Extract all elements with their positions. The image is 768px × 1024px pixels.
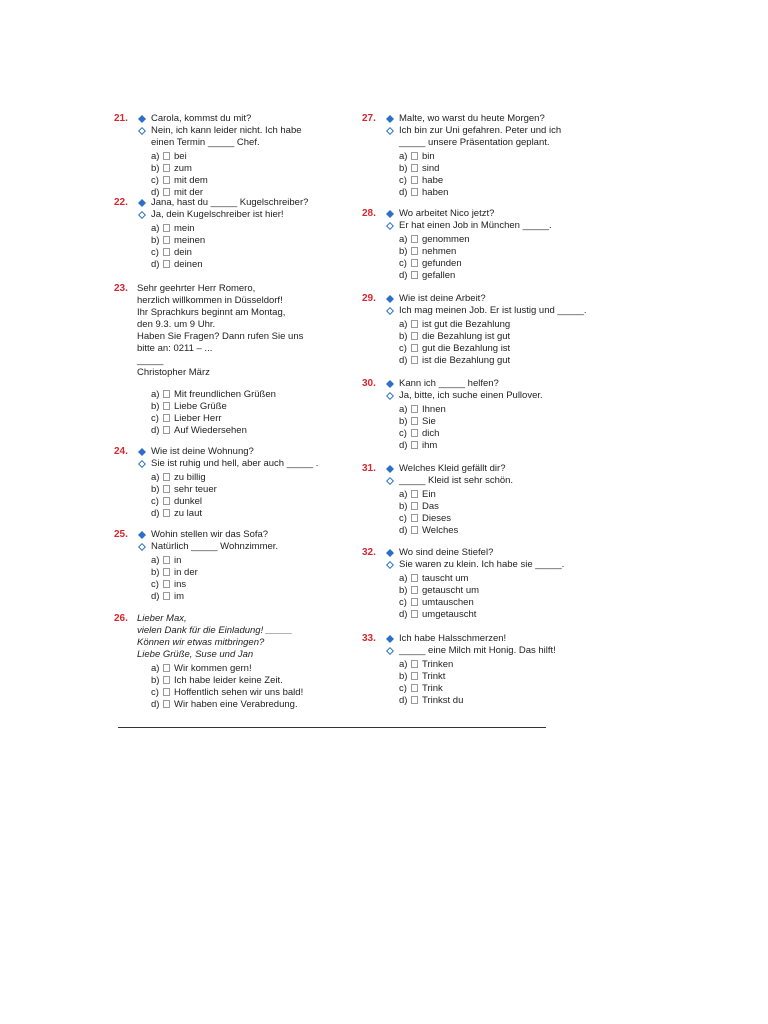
- answer-option[interactable]: a) Ihnen: [399, 404, 446, 415]
- checkbox[interactable]: [163, 485, 170, 493]
- answer-option[interactable]: c) gut die Bezahlung ist: [399, 343, 511, 354]
- checkbox[interactable]: [411, 441, 418, 449]
- checkbox[interactable]: [163, 473, 170, 481]
- question-prompt: Wie ist deine Arbeit?: [399, 293, 486, 304]
- checkbox[interactable]: [411, 152, 418, 160]
- question-number: 27.: [362, 113, 376, 124]
- outline-diamond-icon: [385, 390, 395, 402]
- answer-options: [137, 472, 354, 520]
- answer-option[interactable]: c) Hoffentlich sehen wir uns bald!: [151, 687, 304, 698]
- question-prompt: Malte, wo warst du heute Morgen?: [399, 113, 545, 124]
- answer-option[interactable]: d) umgetauscht: [399, 609, 477, 620]
- filled-diamond-icon: [385, 208, 395, 220]
- question-response: Ja, bitte, ich suche einen Pullover.: [399, 390, 543, 401]
- question-response: _____ eine Milch mit Honig. Das hilft!: [399, 645, 556, 656]
- filled-diamond-icon: [137, 529, 147, 541]
- outline-diamond-icon: [385, 125, 395, 137]
- question-response: Natürlich _____ Wohnzimmer.: [151, 541, 279, 552]
- answer-option[interactable]: b) sind: [399, 163, 440, 174]
- answer-option[interactable]: a) zu billig: [151, 472, 206, 483]
- answer-option[interactable]: d) im: [151, 591, 185, 602]
- letter-blank: _____: [137, 355, 164, 366]
- question-22: [114, 197, 354, 283]
- checkbox[interactable]: [163, 426, 170, 434]
- question-prompt: Ich habe Halsschmerzen!: [399, 633, 507, 644]
- filled-diamond-icon: [385, 378, 395, 390]
- checkbox[interactable]: [411, 164, 418, 172]
- outline-diamond-icon: [137, 541, 147, 553]
- checkbox[interactable]: [163, 152, 170, 160]
- answer-option[interactable]: d) Wir haben eine Verabredung.: [151, 699, 298, 710]
- checkbox[interactable]: [411, 188, 418, 196]
- answer-option[interactable]: c) dein: [151, 247, 192, 258]
- answer-options: [137, 389, 354, 437]
- question-response: Ich bin zur Uni gefahren. Peter und ich: [399, 125, 562, 136]
- checkbox[interactable]: [411, 271, 418, 279]
- question-27: [362, 113, 602, 208]
- question-33: [362, 633, 602, 717]
- checkbox[interactable]: [411, 684, 418, 692]
- checkbox[interactable]: [163, 414, 170, 422]
- answer-option[interactable]: c) umtauschen: [399, 597, 474, 608]
- checkbox[interactable]: [411, 417, 418, 425]
- checkbox[interactable]: [163, 592, 170, 600]
- question-response: Ich mag meinen Job. Er ist lustig und _____.: [399, 305, 587, 316]
- question-25: [114, 529, 354, 613]
- answer-option[interactable]: a) mein: [151, 223, 195, 234]
- question-32: [362, 547, 602, 633]
- answer-option[interactable]: d) gefallen: [399, 270, 456, 281]
- checkbox[interactable]: [411, 344, 418, 352]
- checkbox[interactable]: [163, 509, 170, 517]
- checkbox[interactable]: [163, 580, 170, 588]
- answer-options: [137, 555, 354, 603]
- answer-options: [385, 489, 602, 537]
- letter-line: Haben Sie Fragen? Dann rufen Sie uns: [137, 331, 304, 342]
- letter-line: den 9.3. um 9 Uhr.: [137, 319, 216, 330]
- answer-option[interactable]: b) Trinkt: [399, 671, 446, 682]
- filled-diamond-icon: [385, 113, 395, 125]
- answer-option[interactable]: c) dich: [399, 428, 440, 439]
- checkbox[interactable]: [411, 176, 418, 184]
- answer-option[interactable]: b) Ich habe leider keine Zeit.: [151, 675, 283, 686]
- checkbox[interactable]: [163, 164, 170, 172]
- question-response: Nein, ich kann leider nicht. Ich habe: [151, 125, 302, 136]
- question-30: [362, 378, 602, 463]
- filled-diamond-icon: [137, 446, 147, 458]
- letter-line: Sehr geehrter Herr Romero,: [137, 283, 256, 294]
- answer-option[interactable]: d) Trinkst du: [399, 695, 464, 706]
- answer-option[interactable]: d) ihm: [399, 440, 438, 451]
- answer-option[interactable]: a) Trinken: [399, 659, 454, 670]
- checkbox[interactable]: [411, 490, 418, 498]
- outline-diamond-icon: [385, 559, 395, 571]
- question-response: Er hat einen Job in München _____.: [399, 220, 552, 231]
- question-21: [114, 113, 354, 197]
- filled-diamond-icon: [137, 197, 147, 209]
- answer-options: [385, 151, 602, 199]
- outline-diamond-icon: [385, 475, 395, 487]
- letter-line: bitte an: 0211 – ...: [137, 343, 213, 354]
- letter-line: Liebe Grüße, Suse und Jan: [137, 649, 254, 660]
- checkbox[interactable]: [163, 676, 170, 684]
- checkbox[interactable]: [163, 390, 170, 398]
- checkbox[interactable]: [163, 260, 170, 268]
- question-number: 23.: [114, 283, 128, 294]
- answer-option[interactable]: d) mit der: [151, 187, 204, 198]
- answer-option[interactable]: c) mit dem: [151, 175, 208, 186]
- question-prompt: Wo sind deine Stiefel?: [399, 547, 494, 558]
- answer-option[interactable]: a) Ein: [399, 489, 436, 500]
- question-prompt: Welches Kleid gefällt dir?: [399, 463, 506, 474]
- question-response-continued: einen Termin _____ Chef.: [151, 137, 260, 148]
- answer-option[interactable]: b) Das: [399, 501, 439, 512]
- question-number: 22.: [114, 197, 128, 208]
- filled-diamond-icon: [137, 113, 147, 125]
- answer-option[interactable]: b) getauscht um: [399, 585, 480, 596]
- answer-options: [137, 223, 354, 271]
- checkbox[interactable]: [411, 514, 418, 522]
- answer-option[interactable]: d) Welches: [399, 525, 459, 536]
- left-column: [114, 113, 354, 713]
- outline-diamond-icon: [385, 305, 395, 317]
- question-prompt: Kann ich _____ helfen?: [399, 378, 499, 389]
- answer-option[interactable]: d) deinen: [151, 259, 203, 270]
- answer-option[interactable]: c) dunkel: [151, 496, 202, 507]
- letter-line: herzlich willkommen in Düsseldorf!: [137, 295, 283, 306]
- question-number: 29.: [362, 293, 376, 304]
- answer-option[interactable]: c) Trink: [399, 683, 443, 694]
- answer-option[interactable]: c) Lieber Herr: [151, 413, 222, 424]
- question-response: _____ Kleid ist sehr schön.: [399, 475, 514, 486]
- answer-options: [385, 319, 602, 367]
- checkbox[interactable]: [163, 664, 170, 672]
- checkbox[interactable]: [411, 405, 418, 413]
- answer-option[interactable]: c) gefunden: [399, 258, 462, 269]
- question-number: 30.: [362, 378, 376, 389]
- question-23: [114, 283, 354, 446]
- question-response: Ja, dein Kugelschreiber ist hier!: [151, 209, 284, 220]
- question-24: [114, 446, 354, 529]
- answer-option[interactable]: a) ist gut die Bezahlung: [399, 319, 511, 330]
- checkbox[interactable]: [411, 502, 418, 510]
- checkbox[interactable]: [163, 402, 170, 410]
- question-31: [362, 463, 602, 547]
- question-prompt: Wie ist deine Wohnung?: [151, 446, 254, 457]
- answer-options: [385, 573, 602, 621]
- checkbox[interactable]: [163, 236, 170, 244]
- answer-option[interactable]: c) ins: [151, 579, 187, 590]
- checkbox[interactable]: [411, 660, 418, 668]
- letter-line: Ihr Sprachkurs beginnt am Montag,: [137, 307, 286, 318]
- outline-diamond-icon: [137, 209, 147, 221]
- filled-diamond-icon: [385, 633, 395, 645]
- answer-option[interactable]: b) sehr teuer: [151, 484, 217, 495]
- checkbox[interactable]: [411, 247, 418, 255]
- answer-option[interactable]: d) ist die Bezahlung gut: [399, 355, 511, 366]
- answer-option[interactable]: b) meinen: [151, 235, 206, 246]
- outline-diamond-icon: [385, 220, 395, 232]
- checkbox[interactable]: [163, 188, 170, 196]
- answer-option[interactable]: a) tauscht um: [399, 573, 469, 584]
- letter-line: vielen Dank für die Einladung! _____: [137, 625, 293, 636]
- checkbox[interactable]: [411, 356, 418, 364]
- letter-line: Lieber Max,: [137, 613, 187, 624]
- answer-option[interactable]: a) in: [151, 555, 182, 566]
- answer-option[interactable]: b) zum: [151, 163, 192, 174]
- letter-signature: Christopher März: [137, 367, 210, 378]
- checkbox[interactable]: [411, 429, 418, 437]
- answer-option[interactable]: c) habe: [399, 175, 444, 186]
- filled-diamond-icon: [385, 463, 395, 475]
- answer-options: [385, 404, 602, 452]
- outline-diamond-icon: [137, 458, 147, 470]
- checkbox[interactable]: [411, 672, 418, 680]
- question-29: [362, 293, 602, 378]
- question-prompt: Wohin stellen wir das Sofa?: [151, 529, 269, 540]
- checkbox[interactable]: [163, 176, 170, 184]
- checkbox[interactable]: [411, 598, 418, 606]
- checkbox[interactable]: [163, 700, 170, 708]
- answer-option[interactable]: b) nehmen: [399, 246, 457, 257]
- question-number: 32.: [362, 547, 376, 558]
- answer-option[interactable]: a) bin: [399, 151, 435, 162]
- checkbox[interactable]: [163, 224, 170, 232]
- answer-option[interactable]: b) in der: [151, 567, 198, 578]
- filled-diamond-icon: [385, 547, 395, 559]
- checkbox[interactable]: [163, 556, 170, 564]
- answer-option[interactable]: d) haben: [399, 187, 449, 198]
- checkbox[interactable]: [411, 235, 418, 243]
- checkbox[interactable]: [411, 586, 418, 594]
- checkbox[interactable]: [163, 688, 170, 696]
- question-26: [114, 613, 354, 713]
- right-column: [362, 113, 602, 717]
- page-bottom-rule: [118, 727, 546, 728]
- checkbox[interactable]: [163, 248, 170, 256]
- answer-option[interactable]: b) Liebe Grüße: [151, 401, 227, 412]
- question-number: 21.: [114, 113, 128, 124]
- filled-diamond-icon: [385, 293, 395, 305]
- answer-option[interactable]: d) zu laut: [151, 508, 202, 519]
- answer-option[interactable]: a) Wir kommen gern!: [151, 663, 252, 674]
- question-prompt: Jana, hast du _____ Kugelschreiber?: [151, 197, 309, 208]
- question-response-continued: _____ unsere Präsentation geplant.: [399, 137, 550, 148]
- answer-option[interactable]: b) Sie: [399, 416, 436, 427]
- checkbox[interactable]: [411, 574, 418, 582]
- question-number: 26.: [114, 613, 128, 624]
- answer-option[interactable]: a) genommen: [399, 234, 470, 245]
- checkbox[interactable]: [411, 259, 418, 267]
- answer-options: [385, 659, 602, 707]
- answer-option[interactable]: d) Auf Wiedersehen: [151, 425, 247, 436]
- checkbox[interactable]: [163, 568, 170, 576]
- answer-option[interactable]: c) Dieses: [399, 513, 452, 524]
- question-prompt: Wo arbeitet Nico jetzt?: [399, 208, 495, 219]
- question-number: 25.: [114, 529, 128, 540]
- question-response: Sie waren zu klein. Ich habe sie _____.: [399, 559, 565, 570]
- answer-option[interactable]: b) die Bezahlung ist gut: [399, 331, 511, 342]
- question-number: 31.: [362, 463, 376, 474]
- checkbox[interactable]: [411, 610, 418, 618]
- outline-diamond-icon: [137, 125, 147, 137]
- answer-options: [137, 151, 354, 199]
- checkbox[interactable]: [411, 696, 418, 704]
- checkbox[interactable]: [411, 320, 418, 328]
- answer-option[interactable]: a) bei: [151, 151, 187, 162]
- question-28: [362, 208, 602, 293]
- question-response: Sie ist ruhig und hell, aber auch _____ .: [151, 458, 319, 469]
- question-prompt: Carola, kommst du mit?: [151, 113, 252, 124]
- outline-diamond-icon: [385, 645, 395, 657]
- checkbox[interactable]: [163, 497, 170, 505]
- question-number: 33.: [362, 633, 376, 644]
- question-number: 24.: [114, 446, 128, 457]
- answer-options: [385, 234, 602, 282]
- checkbox[interactable]: [411, 332, 418, 340]
- checkbox[interactable]: [411, 526, 418, 534]
- question-number: 28.: [362, 208, 376, 219]
- letter-line: Können wir etwas mitbringen?: [137, 637, 265, 648]
- answer-option[interactable]: a) Mit freundlichen Grüßen: [151, 389, 276, 400]
- answer-options: [137, 663, 354, 711]
